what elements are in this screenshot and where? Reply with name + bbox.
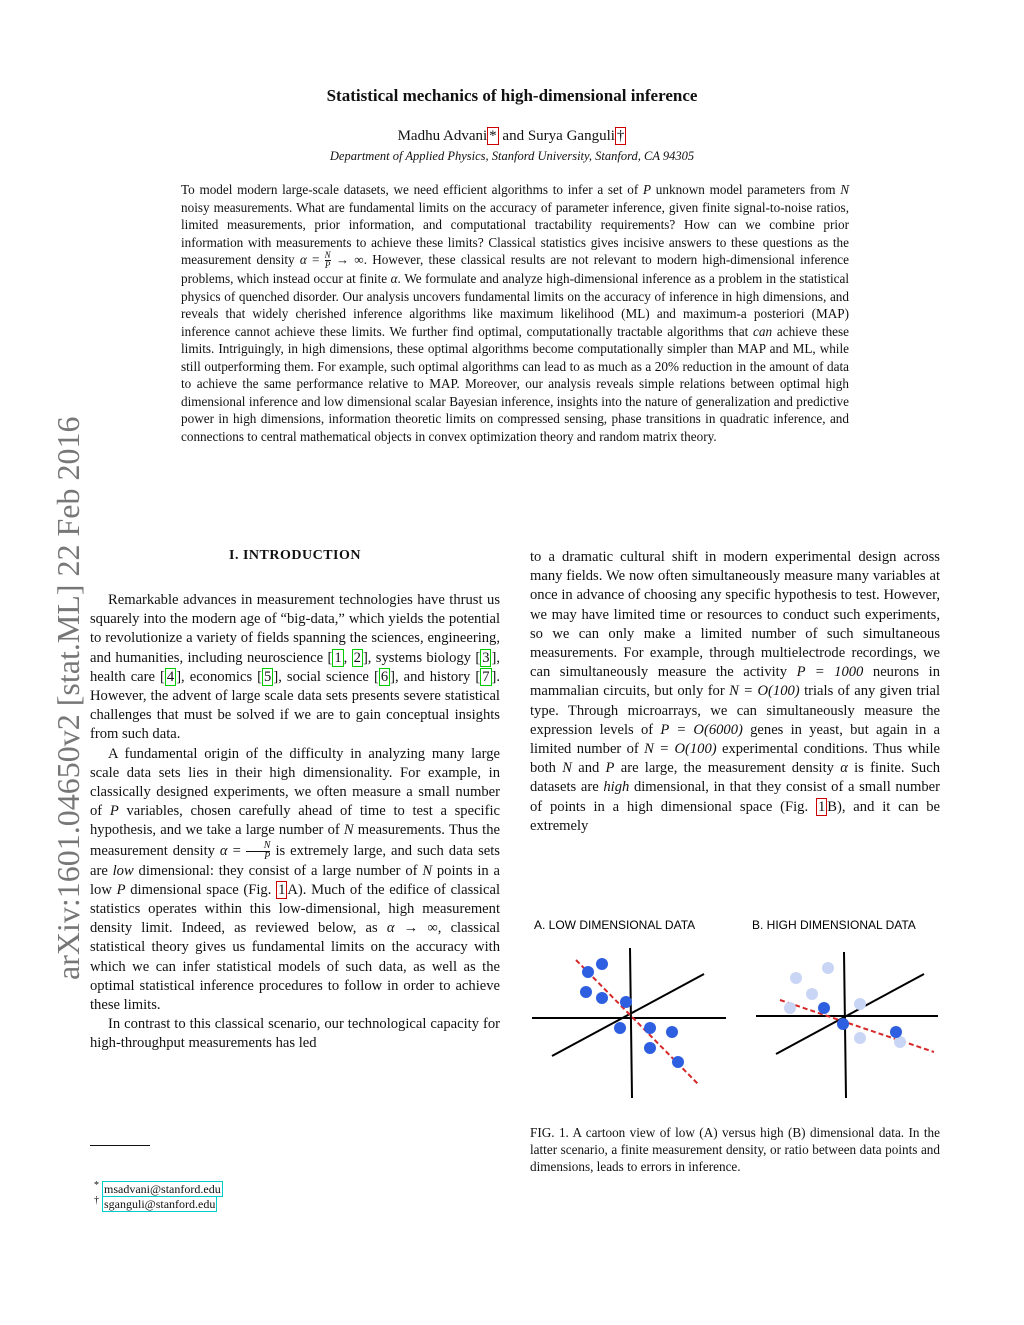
intro-paragraph-1: Remarkable advances in measurement technologies have thrust us squarely into the modern age of “big-data,” which yields the potential to revolutionize a variety of fields spanning the sciences, engineering, and humanities, including neuroscience [ 1 , 2 ], systems biology [ 3 ], health care [ 4 ], economics [ 5 ], social science [ 6 ], and history [ 7 ]. However, the advent of large scale data sets presents severe statistical challenges that must be solved if we are to gain conceptual insights from such data. <box>90 592 501 743</box>
citation-link[interactable]: 3 <box>482 649 490 666</box>
footnote-1: * msadvani@stanford.edu <box>94 1180 221 1196</box>
figure-link[interactable]: 1 <box>817 798 826 815</box>
data-point <box>580 986 592 998</box>
arxiv-stamp <box>20 340 86 980</box>
author-2: Surya Ganguli <box>527 128 615 144</box>
author-1: Madhu Advani <box>397 128 488 144</box>
data-point <box>596 958 608 970</box>
data-point <box>582 966 594 978</box>
data-point-faded <box>784 1002 796 1014</box>
data-point <box>596 992 608 1004</box>
data-point-faded <box>854 998 866 1010</box>
abstract: To model modern large-scale datasets, we need efficient algorithms to infer a set of P unknown model parameters from N noisy measurements. What are fundamental limits on the accuracy of parameter inference, given finite signal-to-noise ratios, limited measurements, prior information, and computational tractability requirements? How can we combine prior information with measurements to achieve these limits? Classical statistics gives incisive answers to these questions as the measurement density α = $\frac{N}{P}$ → ∞. However, these classical results are not relevant to modern high-dimensional inference problems, which instead occur at finite α. We formulate and analyze high-dimensional inference as a problem in the statistical physics of quenched disorder. Our analysis uncovers fundamental limits on the accuracy of inference in high dimensions, and reveals that widely cherished inference algorithms like maximum likelihood (ML) and maximum-a posteriori (MAP) inference cannot achieve these limits. We further find optimal, computationally tractable algorithms that can achieve these limits. Intriguingly, in high dimensions, these optimal algorithms become computationally simpler than MAP and ML, while still outperforming them. For example, such optimal algorithms can lead to as much as a 20% reduction in the amount of data to achieve the same performance relative to MAP. Moreover, our analysis reveals simple relations between optimal high dimensional inference and low dimensional scalar Bayesian inference, insights into the nature of generalization and predictive power in high dimensions, information theoretic limits on compressed sensing, phase transitions in quadratic inference, and connections to central mathematical objects in convex optimization theory and random matrix theory. <box>181 182 849 444</box>
citation-link[interactable]: 2 <box>353 649 361 666</box>
citation-link[interactable]: 4 <box>166 668 175 685</box>
data-point <box>666 1026 678 1038</box>
figure-link[interactable]: 1 <box>278 881 286 898</box>
paper-title: Statistical mechanics of high-dimensional inference <box>326 86 698 105</box>
intro-paragraph-3: In contrast to this classical scenario, our technological capacity for high-throughput measurements has led <box>90 1016 500 1052</box>
data-point-faded <box>790 972 802 984</box>
panel-b-title: B. HIGH DIMENSIONAL DATA <box>752 918 916 932</box>
footnote-2: † sganguli@stanford.edu <box>94 1195 216 1211</box>
panel-a-axis-vertical <box>630 948 632 1098</box>
email-link-1[interactable]: msadvani@stanford.edu <box>104 1182 221 1196</box>
data-point-faded <box>854 1032 866 1044</box>
data-point <box>890 1026 902 1038</box>
section-heading: I. INTRODUCTION <box>229 548 361 563</box>
intro-right-column <box>530 548 940 836</box>
data-point-faded <box>822 962 834 974</box>
footnote-rule <box>90 1145 150 1146</box>
intro-paragraph-2: A fundamental origin of the difficulty in analyzing many large scale data sets lies in their high dimensionality. For example, in classically designed experiments, we often measure a small number of P variables, chosen carefully ahead of time to test a specific hypothesis, and we take a large number of N measurements. Thus the measurement density α = $\frac{N}{P}$ is extremely large, and such data sets are low dimensional: they consist of a large number of N points in a low P dimensional space (Fig. 1 A). Much of the edifice of classical statistics operates within this low-dimensional, high measurement density limit. Indeed, as reviewed below, as α → ∞, classical statistical theory gives us fundamental limits on the accuracy with which we can infer statistical models of such data, as well as the optimal statistical inference procedures to follow in order to achieve these limits. <box>90 745 501 1014</box>
author-line <box>0 128 1024 145</box>
email-link-2[interactable]: sganguli@stanford.edu <box>104 1197 216 1211</box>
intro-paragraph-3-cont: to a dramatic cultural shift in modern experimental design across many fields. We now often simultaneously measure many variables at once in advance of choosing any specific hypothesis to test. However, we may have limited time or resources to conduct such experiments, so we can only make a limited number of such simultaneous measurements. For example, through multielectrode recordings, we can simultaneously measure the activity P = 1000 neurons in mammalian circuits, but only for N = O(100) trials of any given trial type. Through microarrays, we can simultaneously measure the expression levels of P = O(6000) genes in yeast, but again in a limited number of N = O(100) experimental conditions. Thus while both N and P are large, the measurement density α is finite. Such datasets are high dimensional, in that they consist of a small number of points in a high dimensional space (Fig. 1 B), and it can be extremely <box>530 549 941 834</box>
figure-1-canvas <box>530 912 944 1122</box>
panel-a-axes <box>532 948 726 1098</box>
data-point-faded <box>806 988 818 1000</box>
citation-link[interactable]: 5 <box>264 668 272 685</box>
data-point <box>644 1042 656 1054</box>
data-point <box>818 1002 830 1014</box>
figure-1 <box>530 912 944 1122</box>
data-point <box>614 1022 626 1034</box>
author-conjunction: and <box>502 128 525 144</box>
data-point <box>672 1056 684 1068</box>
intro-left-column <box>90 591 500 1054</box>
arxiv-id: arXiv:1601.04650v2 [stat.ML] 22 Feb 2016 <box>50 416 86 980</box>
author-1-footnote-link[interactable]: * <box>489 128 497 144</box>
citation-link[interactable]: 1 <box>334 649 342 666</box>
data-point <box>644 1022 656 1034</box>
citation-link[interactable]: 7 <box>482 668 490 685</box>
data-point <box>837 1018 849 1030</box>
panel-a-title: A. LOW DIMENSIONAL DATA <box>534 918 696 932</box>
panel-a-axis-diagonal <box>552 974 704 1056</box>
citation-link[interactable]: 6 <box>380 668 389 685</box>
affiliation: Department of Applied Physics, Stanford University, Stanford, CA 94305 <box>329 149 695 163</box>
data-point <box>620 996 632 1008</box>
figure-1-caption: FIG. 1. A cartoon view of low (A) versus high (B) dimensional data. In the latter scenario, a finite measurement density, or ratio between data points and dimensions, leads to errors in inference. <box>530 1125 940 1174</box>
author-2-footnote-link[interactable]: † <box>616 128 625 144</box>
